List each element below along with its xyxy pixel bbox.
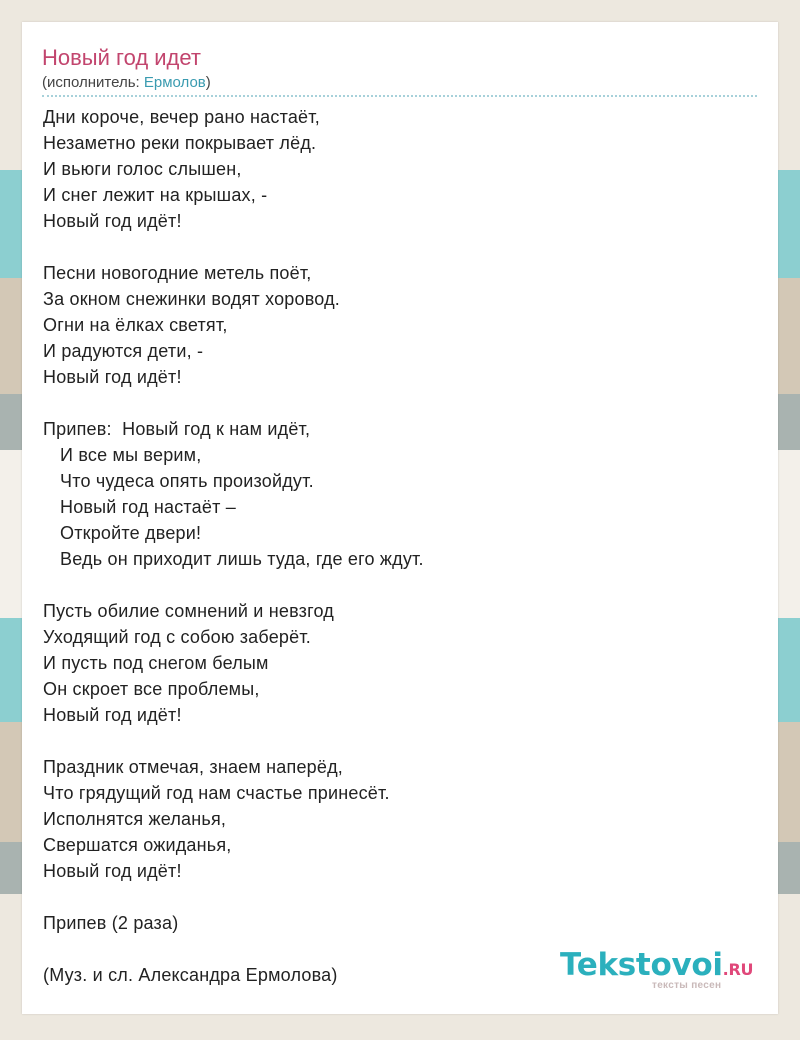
lyric-line: За окном снежинки водят хоровод.	[43, 289, 340, 309]
lyric-line: Что грядущий год нам счастье принесёт.	[43, 783, 390, 803]
lyric-line: Новый год идёт!	[43, 861, 182, 881]
lyric-line: И вьюги голос слышен,	[43, 159, 242, 179]
logo-name: Tekstovoi	[560, 947, 723, 983]
chorus	[43, 416, 743, 572]
lyric-line: Исполнятся желанья,	[43, 809, 227, 829]
logo-tld: .RU	[722, 960, 754, 979]
chorus-first-line: Припев: Новый год к нам идёт,	[43, 419, 311, 439]
lyric-line: И снег лежит на крышах, -	[43, 185, 268, 205]
lyrics-card	[22, 22, 778, 1014]
site-logo[interactable]	[560, 948, 770, 992]
artist-suffix: )	[205, 74, 211, 91]
lyric-line: Огни на ёлках светят,	[43, 315, 228, 335]
artist-line	[42, 73, 211, 93]
lyrics-text	[43, 104, 743, 988]
lyric-line: Новый год идёт!	[43, 211, 182, 231]
lyric-line: Откройте двери!	[60, 523, 202, 543]
song-title: Новый год идет	[42, 45, 201, 70]
verse-1	[43, 104, 743, 234]
lyric-line: Новый год идёт!	[43, 705, 182, 725]
verse-2	[43, 260, 743, 390]
lyric-line: Новый год настаёт –	[60, 497, 236, 517]
lyric-line: Ведь он приходит лишь туда, где его ждут.	[60, 549, 424, 569]
lyric-line: Новый год идёт!	[43, 367, 182, 387]
lyric-line: Уходящий год с собою заберёт.	[43, 627, 311, 647]
lyric-line: Праздник отмечая, знаем наперёд,	[43, 757, 343, 777]
chorus-repeat	[43, 910, 743, 936]
logo-tagline: тексты песен	[652, 980, 722, 991]
lyric-line: Песни новогодние метель поёт,	[43, 263, 312, 283]
dotted-divider	[42, 95, 757, 97]
artist-link[interactable]: Ермолов	[143, 74, 206, 91]
lyric-line: И пусть под снегом белым	[43, 653, 269, 673]
verse-4	[43, 754, 743, 884]
lyric-line: Дни короче, вечер рано настаёт,	[43, 107, 320, 127]
lyric-line: Пусть обилие сомнений и невзгод	[43, 601, 335, 621]
lyric-line: И радуются дети, -	[43, 341, 204, 361]
lyric-line: Свершатся ожиданья,	[43, 835, 232, 855]
verse-3	[43, 598, 743, 728]
artist-prefix: (исполнитель:	[42, 74, 144, 91]
lyric-line: Что чудеса опять произойдут.	[60, 471, 314, 491]
chorus-repeat-note: Припев (2 раза)	[43, 913, 179, 933]
credits-line: (Муз. и сл. Александра Ермолова)	[43, 965, 338, 985]
lyric-line: И все мы верим,	[60, 445, 202, 465]
lyric-line: Незаметно реки покрывает лёд.	[43, 133, 317, 153]
lyric-line: Он скроет все проблемы,	[43, 679, 260, 699]
